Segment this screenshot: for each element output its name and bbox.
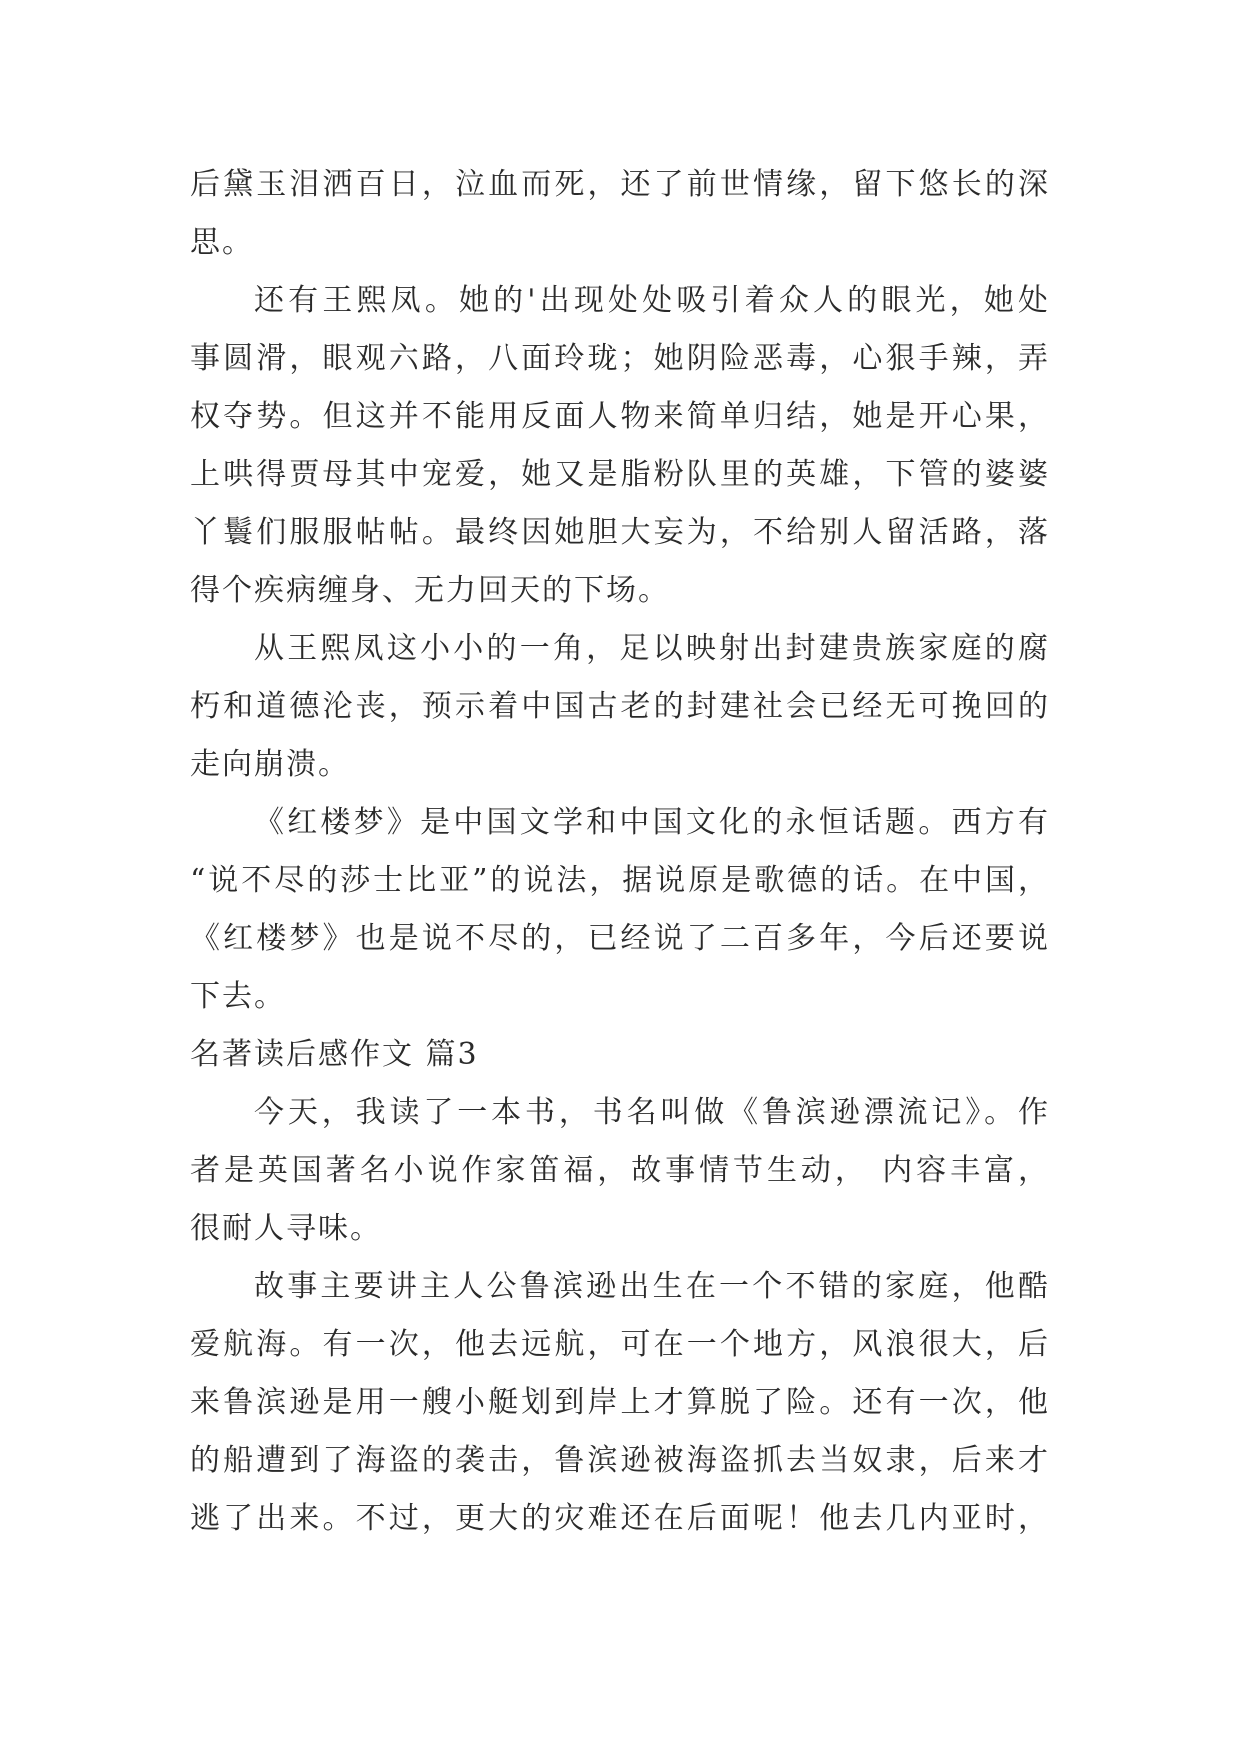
text-line: 故事主要讲主人公鲁滨逊出生在一个不错的家庭，他酷 <box>254 1269 1050 1304</box>
text-line: 下去。 <box>190 979 286 1014</box>
text-line: 思。 <box>190 225 254 260</box>
text-line: 走向崩溃。 <box>190 747 350 782</box>
text-line: 逃了出来。不过，更大的灾难还在后面呢！他去几内亚时， <box>190 1501 1050 1536</box>
text-line: 权夺势。但这并不能用反面人物来简单归结，她是开心果， <box>190 399 1050 434</box>
text-line: 得个疾病缠身、无力回天的下场。 <box>190 573 670 608</box>
text-line: 后黛玉泪洒百日，泣血而死，还了前世情缘，留下悠长的深 <box>190 167 1050 202</box>
text-line: 丫鬟们服服帖帖。最终因她胆大妄为，不给别人留活路，落 <box>190 515 1050 550</box>
text-line: 来鲁滨逊是用一艘小艇划到岸上才算脱了险。还有一次，他 <box>190 1385 1050 1420</box>
text-line: 爱航海。有一次，他去远航，可在一个地方，风浪很大，后 <box>190 1327 1050 1362</box>
section-heading: 名著读后感作文 篇3 <box>190 1037 479 1072</box>
text-line: 《红楼梦》是中国文学和中国文化的永恒话题。西方有 <box>254 805 1050 840</box>
text-line: 《红楼梦》也是说不尽的，已经说了二百多年，今后还要说 <box>190 921 1050 956</box>
text-line: 朽和道德沦丧，预示着中国古老的封建社会已经无可挽回的 <box>190 689 1050 724</box>
text-line: 还有王熙凤。她的'出现处处吸引着众人的眼光，她处 <box>254 283 1050 318</box>
document-page <box>190 156 1050 1548</box>
text-line: 很耐人寻味。 <box>190 1211 382 1246</box>
text-line: 上哄得贾母其中宠爱，她又是脂粉队里的英雄，下管的婆婆 <box>190 457 1050 492</box>
text-line: 今天，我读了一本书，书名叫做《鲁滨逊漂流记》。作 <box>254 1095 1050 1130</box>
text-line: 的船遭到了海盗的袭击，鲁滨逊被海盗抓去当奴隶，后来才 <box>190 1443 1050 1478</box>
text-line: “说不尽的莎士比亚”的说法，据说原是歌德的话。在中国， <box>190 863 1050 898</box>
text-line: 从王熙凤这小小的一角，足以映射出封建贵族家庭的腐 <box>254 631 1050 666</box>
text-line: 者是英国著名小说作家笛福，故事情节生动， 内容丰富， <box>190 1153 1050 1188</box>
text-line: 事圆滑，眼观六路，八面玲珑；她阴险恶毒，心狠手辣，弄 <box>190 341 1050 376</box>
